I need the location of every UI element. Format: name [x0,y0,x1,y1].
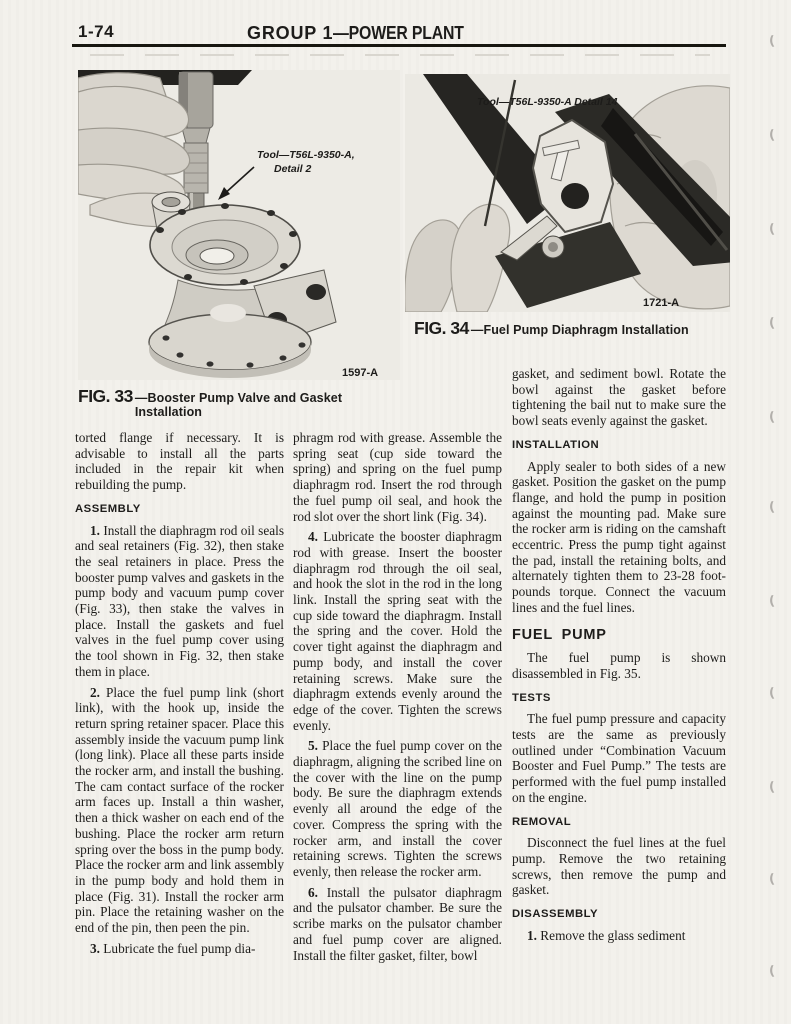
fig34-photo [405,74,730,312]
photo-code: 1721-A [643,297,680,309]
page-title-group: GROUP 1 [247,23,334,43]
header-rule [72,44,726,47]
section-heading: ASSEMBLY [75,502,141,515]
paragraph: gasket, and sediment bowl. Rotate the bowl against the gasket before tightening the bail nut to make sure the bowl seats evenly against the gasket. [512,366,726,429]
fig-label: FIG. 34 [414,318,469,338]
figure-caption [78,386,400,419]
paragraph: 6. Install the pulsator diaphragm and the pulsator chamber. Be sure the scribe marks on the pulsator chamber and fuel pump cover are aligned. Install the filter gasket, filter, bowl [293,884,503,963]
svg-text:Detail 2: Detail 2 [274,163,312,175]
paragraph: 3. Lubricate the fuel pump dia- [90,940,256,956]
major-heading: FUEL PUMP [512,626,607,643]
paragraph: Disconnect the fuel lines at the fuel pump. Remove the two retaining screws, then remove the pump and gasket. [512,835,726,898]
step-number: 1. [527,927,541,943]
paragraph: The fuel pump pressure and capacity tests are the same as previously outlined under “Combination Vacuum Booster and Fuel Pump.” The tests are performed with the fuel pump installed on the engine. [512,711,726,805]
section-heading: REMOVAL [512,815,572,828]
binding-mark: ( [768,221,776,238]
photo-code: 1597-A [342,367,379,379]
paragraph: Apply sealer to both sides of a new gasket. Position the gasket on the pump flange, and hold the pump in position against the mounting pad. Make sure the rocker arm is riding on the camshaft eccentric. Press the pump tight against the pad, install the retaining bolts, and alternately tighten them to 23-28 foot-pounds torque. Connect the vacuum lines and the fuel lines. [512,458,726,615]
step-number: 5. [308,738,323,754]
step-number: 3. [90,940,104,956]
binding-mark: ( [768,779,776,796]
text-column-left [75,430,284,962]
svg-text:Tool—T56L-9350-A,: Tool—T56L-9350-A, [257,149,355,161]
binding-mark: ( [768,499,776,516]
binding-mark: ( [768,593,776,610]
fig33-illustration [78,70,400,380]
paragraph: 1. Remove the glass sediment [527,927,686,943]
fig-caption-text: —Fuel Pump Diaphragm Installation [470,323,689,337]
binding-mark: ( [768,315,776,332]
step-number: 2. [90,684,107,700]
binding-mark: ( [768,963,776,980]
step-number: 4. [308,529,324,545]
fig-caption-text: —Booster Pump Valve and Gasket Installation [134,391,343,419]
paragraph: 5. Place the fuel pump cover on the diaphragm, aligning the scribed line on the cover with the line on the pump body. Be sure the diaphragm extends evenly all around the edge of the cover. Compress the spring with the rocker arm, and install the cover retaining screws. Tighten the screws evenly, then release the rocker arm. [293,738,502,879]
binding-mark: ( [768,409,776,426]
svg-text:Tool—T56L-9350-A Detail 14: Tool—T56L-9350-A Detail 14 [477,96,618,108]
figure-caption [405,318,730,339]
section-heading: TESTS [512,691,551,704]
binding-mark: ( [768,685,776,702]
binding-mark: ( [768,871,776,888]
section-heading: INSTALLATION [512,438,600,451]
binding-mark: ( [768,33,776,50]
fig34-illustration [405,74,730,312]
section-heading: DISASSEMBLY [512,908,599,921]
page-number: 1-74 [78,22,115,41]
paragraph: 1. Install the diaphragm rod oil seals and seal retainers (Fig. 32), then stake the seal retainers in place. Press the booster pump valves and gaskets in the pump body and vacuum pump cover (Fig. 33), then stake the valves in place. Install the gaskets and fuel valves in the fuel pump cover using the tool shown in Fig. 32, then stake them in place. [75,522,285,679]
page-title-section: —POWER PLANT [333,23,465,43]
paragraph: torted flange if necessary. It is advisable to install all the parts included in the repair kit when rebuilding the pump. [75,430,284,493]
paragraph: 2. Place the fuel pump link (short link), with the hook up, inside the return spring retainer spacer. Place this assembly inside the vacuum pump link (long link). Place all these parts inside the rocker arm, and install the bushing. The cam contact surface of the rocker arm faces up. Install a thin washer, then a thick washer on each end of the bushing. Place the rocker arm return spring over the boss in the pump body. Place the rocker arm and link assembly in the pump body and hold them in place (Fig. 31). Install the rocker arm pin. Place the retaining washer on the end of the pin, then peen the pin. [75,684,284,936]
text-column-right [512,366,726,949]
text-column-middle [293,430,502,968]
fig33-photo [78,70,400,380]
paragraph: 4. Lubricate the booster diaphragm rod with grease. Insert the booster diaphragm rod through the oil seal, and hook the slot in the rod in the long link. Install the spring seat with the cup side toward the diaphragm. Install the spring and the cover. Hold the cover tight against the diaphragm and pump body, and install the cover retaining screws. Make sure the diaphragm extends evenly around the edge of the cover. Tighten the screws evenly. [293,529,503,733]
figure-34 [405,74,730,339]
step-number: 1. [90,522,104,538]
header-rule-ghost [90,54,710,56]
step-number: 6. [308,884,327,900]
tool-callout [477,96,618,108]
page-title [0,23,729,44]
fig-label: FIG. 33 [78,386,133,406]
paragraph: phragm rod with grease. Assemble the spring seat (cup side toward the spring) and spring on the fuel pump diaphragm rod. Insert the rod through the fuel pump oil seal, and hook the rod slot over the short link (Fig. 34). [293,430,502,524]
figure-33 [78,70,400,419]
binding-mark: ( [768,127,776,144]
paragraph: The fuel pump is shown disassembled in Fig. 35. [512,650,726,681]
